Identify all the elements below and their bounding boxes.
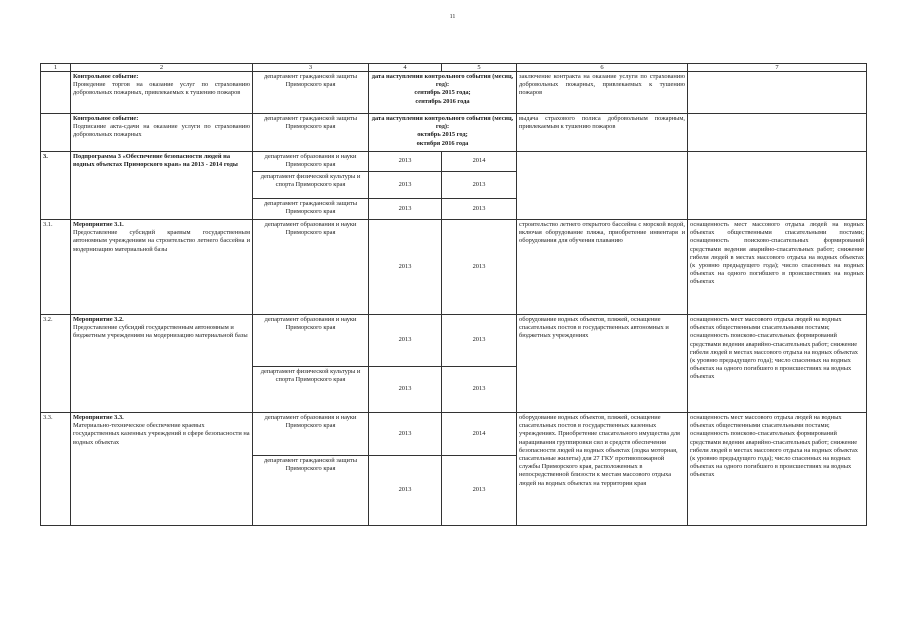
row-description: Предоставление субсидий краевым государственным автономным учреждениям на строительство летнего бассейна и модернизацию материальной базы	[73, 229, 250, 253]
header-cell: 4	[369, 64, 442, 72]
row-title-cell	[71, 72, 253, 114]
end-year: 2013	[442, 220, 517, 315]
row-title: Мероприятие 3.2.	[73, 316, 124, 323]
table-row	[41, 72, 867, 114]
control-event-dates: дата наступления контрольного события (месяц, год): октябрь 2015 год; октября 2016 года	[369, 114, 517, 152]
end-year: 2013	[442, 199, 517, 220]
control-event-dates: дата наступления контрольного события (месяц, год): сентябрь 2015 года; сентябрь 2016 года	[369, 72, 517, 114]
row-title: Контрольное событие:	[73, 73, 139, 80]
department: департамент физической культуры и спорта Приморского края	[253, 172, 369, 199]
start-year: 2013	[369, 172, 442, 199]
row-description: Материально-техническое обеспечение краевых государственных казенных учреждений в сфере безопасности на водных объектах	[73, 422, 250, 446]
expected-result: заключение контракта на оказание услуги по страхованию добровольных пожарных, привлекаемых к тушению пожаров	[517, 72, 688, 114]
header-cell: 3	[253, 64, 369, 72]
row-title-cell	[71, 315, 253, 413]
start-year: 2013	[369, 152, 442, 172]
indicators	[688, 152, 867, 220]
header-cell: 7	[688, 64, 867, 72]
table-row	[41, 220, 867, 315]
row-title-cell	[71, 413, 253, 526]
department: департамент гражданской защиты Приморского края	[253, 114, 369, 152]
department: департамент образования и науки Приморского края	[253, 315, 369, 367]
start-year: 2013	[369, 199, 442, 220]
table-row	[41, 152, 867, 172]
table-header-row	[41, 64, 867, 72]
row-number: 3.2.	[41, 315, 71, 413]
plan-table	[40, 63, 867, 526]
row-number: 3.3.	[41, 413, 71, 526]
header-cell: 6	[517, 64, 688, 72]
start-year: 2013	[369, 220, 442, 315]
department: департамент гражданской защиты Приморского края	[253, 199, 369, 220]
header-cell: 1	[41, 64, 71, 72]
row-number	[41, 114, 71, 152]
end-year: 2013	[442, 456, 517, 526]
row-number: 3.1.	[41, 220, 71, 315]
row-description: Предоставление субсидий государственным автономным и бюджетным учреждениям на модернизацию материальной базы	[73, 324, 248, 340]
expected-result: оборудование водных объектов, пляжей, оснащение спасательных постов в государственных автономных и бюджетных учреждениях	[517, 315, 688, 413]
end-year: 2013	[442, 367, 517, 413]
expected-result	[517, 152, 688, 220]
table-row	[41, 114, 867, 152]
indicators	[688, 72, 867, 114]
department: департамент гражданской защиты Приморского края	[253, 72, 369, 114]
department: департамент образования и науки Приморского края	[253, 413, 369, 456]
department: департамент гражданской защиты Приморского края	[253, 456, 369, 526]
end-year: 2014	[442, 413, 517, 456]
row-title: Мероприятие 3.1.	[73, 221, 124, 228]
start-year: 2013	[369, 315, 442, 367]
header-cell: 5	[442, 64, 517, 72]
header-cell: 2	[71, 64, 253, 72]
row-title: Мероприятие 3.3.	[73, 414, 124, 421]
indicators: оснащенность мест массового отдыха людей на водных объектах общественными спасательными постами; оснащенность поисково-спасательных формирований средствами ведения аварийно-спасательных работ; снижение гибели людей в местах массового отдыха на водных объектах (к уровню предыдущего года); число спасенных на водных объектах на одного погибшего в происшествиях на водных объектах	[688, 220, 867, 315]
row-description: Подписание акта-сдачи на оказание услуги по страхованию добровольных пожарных	[73, 123, 250, 139]
table-row	[41, 413, 867, 456]
expected-result: оборудование водных объектов, пляжей, оснащение спасательных постов в государственных казенных учреждениях. Приобретение спасательного имущества для наращивания группировки сил и средств обеспечения безопасности людей на водных объектах (лодка моторная, спасательные жилеты) для 27 ГКУ противопожарной службы Приморского края, расположенных в непосредственной близости к местам массового отдыха людей на водных объектах на территории края	[517, 413, 688, 526]
end-year: 2013	[442, 315, 517, 367]
end-year: 2014	[442, 152, 517, 172]
department: департамент физической культуры и спорта Приморского края	[253, 367, 369, 413]
start-year: 2013	[369, 367, 442, 413]
end-year: 2013	[442, 172, 517, 199]
expected-result: выдача страхового полиса добровольным пожарным, привлекаемым к тушению пожаров	[517, 114, 688, 152]
row-title-cell	[71, 114, 253, 152]
department: департамент образования и науки Приморского края	[253, 220, 369, 315]
row-title: Контрольное событие:	[73, 115, 139, 122]
indicators: оснащенность мест массового отдыха людей на водных объектах общественными спасательными постами; оснащенность поисково-спасательных формирований средствами ведения аварийно-спасательных работ; снижение гибели людей в местах массового отдыха на водных объектах (к уровню предыдущего года); число спасенных на водных объектах на одного погибшего в происшествиях на водных объектах	[688, 413, 867, 526]
expected-result: строительство летнего открытого бассейна с морской водой, включая оборудование пляжа, приобретение инвентаря и оборудования для обучения плаванию	[517, 220, 688, 315]
table-row	[41, 315, 867, 367]
row-number	[41, 72, 71, 114]
page-number: 11	[449, 14, 456, 20]
start-year: 2013	[369, 413, 442, 456]
indicators	[688, 114, 867, 152]
indicators: оснащенность мест массового отдыха людей на водных объектах общественными спасательными постами; оснащенность поисково-спасательных формирований средствами ведения аварийно-спасательных работ; снижение гибели людей в местах массового отдыха на водных объектах (к уровню предыдущего года); число спасенных на водных объектах на одного погибшего в происшествиях на водных объектах	[688, 315, 867, 413]
row-number: 3.	[41, 152, 71, 220]
row-title: Подпрограмма 3 «Обеспечение безопасности людей на водных объектах Приморского края» на 2013 - 2014 годы	[71, 152, 253, 220]
row-title-cell	[71, 220, 253, 315]
row-description: Проведение торгов на оказание услуг по страхованию добровольных пожарных, привлекаемых к тушению пожаров	[73, 81, 250, 97]
department: департамент образования и науки Приморского края	[253, 152, 369, 172]
start-year: 2013	[369, 456, 442, 526]
